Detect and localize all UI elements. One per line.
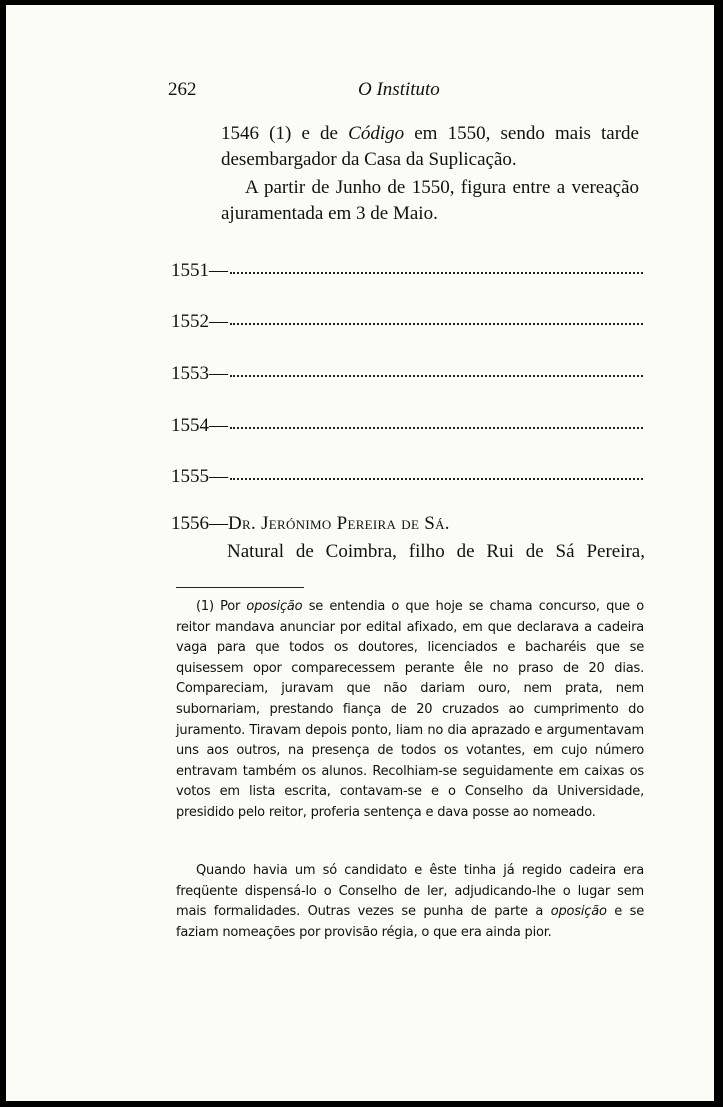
footnote-reference: 1 [275, 123, 285, 144]
paragraph-continuation [221, 121, 639, 173]
year-entry [171, 260, 643, 284]
running-title: O Instituto [358, 79, 440, 100]
footnote-text: e se faziam nomeações por provisão régia, o que era ainda pior. [176, 904, 644, 940]
year-entry [171, 311, 643, 335]
footnote-rule [176, 587, 304, 588]
year-label: 1555— [171, 466, 228, 487]
dot-leader [230, 363, 643, 377]
year-entry [171, 466, 643, 490]
italic-term: oposição [550, 904, 607, 920]
year-label: 1554— [171, 415, 228, 436]
dot-leader [230, 260, 643, 274]
year-entry [171, 415, 643, 439]
year-label: 1552— [171, 311, 228, 332]
dot-leader [230, 415, 643, 429]
footnote-text: se entendia o que hoje se chama concurso, que o reitor mandava anunciar por edital afixado, em que declarava a cadeira vaga para que todos os doutores, licenciados e bacharéis que se quisessem opor comparecessem perante êle no praso de 20 dias. Compareciam, juravam que não dariam ouro, nem prata, nem subornariam, prestando fiança de 20 cruzados ao cumprimento do juramento. Tiravam depois ponto, liam no dia aprazado e argumentavam uns aos outros, na presença de todos os votantes, em cujo número entravam também os alunos. Recolhiam-se seguidamente em caixas os votos em lista escrita, contavam-se e o Conselho da Universidade, presidido pelo reitor, proferia sentença e dava posse ao nomeado. [176, 599, 644, 820]
year-entry-1556 [171, 513, 651, 535]
footnote-mark: (1) Por [196, 599, 247, 614]
running-header [6, 75, 714, 105]
book-page [6, 5, 714, 1101]
year-entry [171, 363, 643, 387]
paragraph-text: ) e de [284, 123, 349, 144]
page-number: 262 [168, 79, 197, 100]
year-label: 1551— [171, 260, 228, 281]
paragraph: A partir de Junho de 1550, figura entre a vereação ajuramentada em 3 de Maio. [221, 177, 639, 224]
footnote-paragraph [176, 861, 644, 943]
dot-leader [230, 311, 643, 325]
paragraph-text: em 1550, sendo mais tarde desembargador da Casa da Suplicação. [221, 123, 639, 170]
footnote [176, 597, 644, 824]
person-name: Dr. Jerónimo Pereira de Sá. [228, 513, 450, 534]
year-label: 1556— [171, 513, 228, 534]
italic-term: Código [348, 123, 405, 144]
paragraph-text: 1546 ( [221, 123, 276, 144]
entry-text: Natural de Coimbra, filho de Rui de Sá Pereira, [227, 541, 645, 562]
year-label: 1553— [171, 363, 228, 384]
dot-leader [230, 466, 643, 480]
italic-term: oposição [246, 599, 303, 614]
footnote-text: Quando havia um só candidato e êste tinha já regido cadeira era freqüente dispensá-lo o Conselho de ler, adjudicando-lhe o lugar sem mais formalidades. Outras vezes se punha de parte a [176, 863, 644, 920]
